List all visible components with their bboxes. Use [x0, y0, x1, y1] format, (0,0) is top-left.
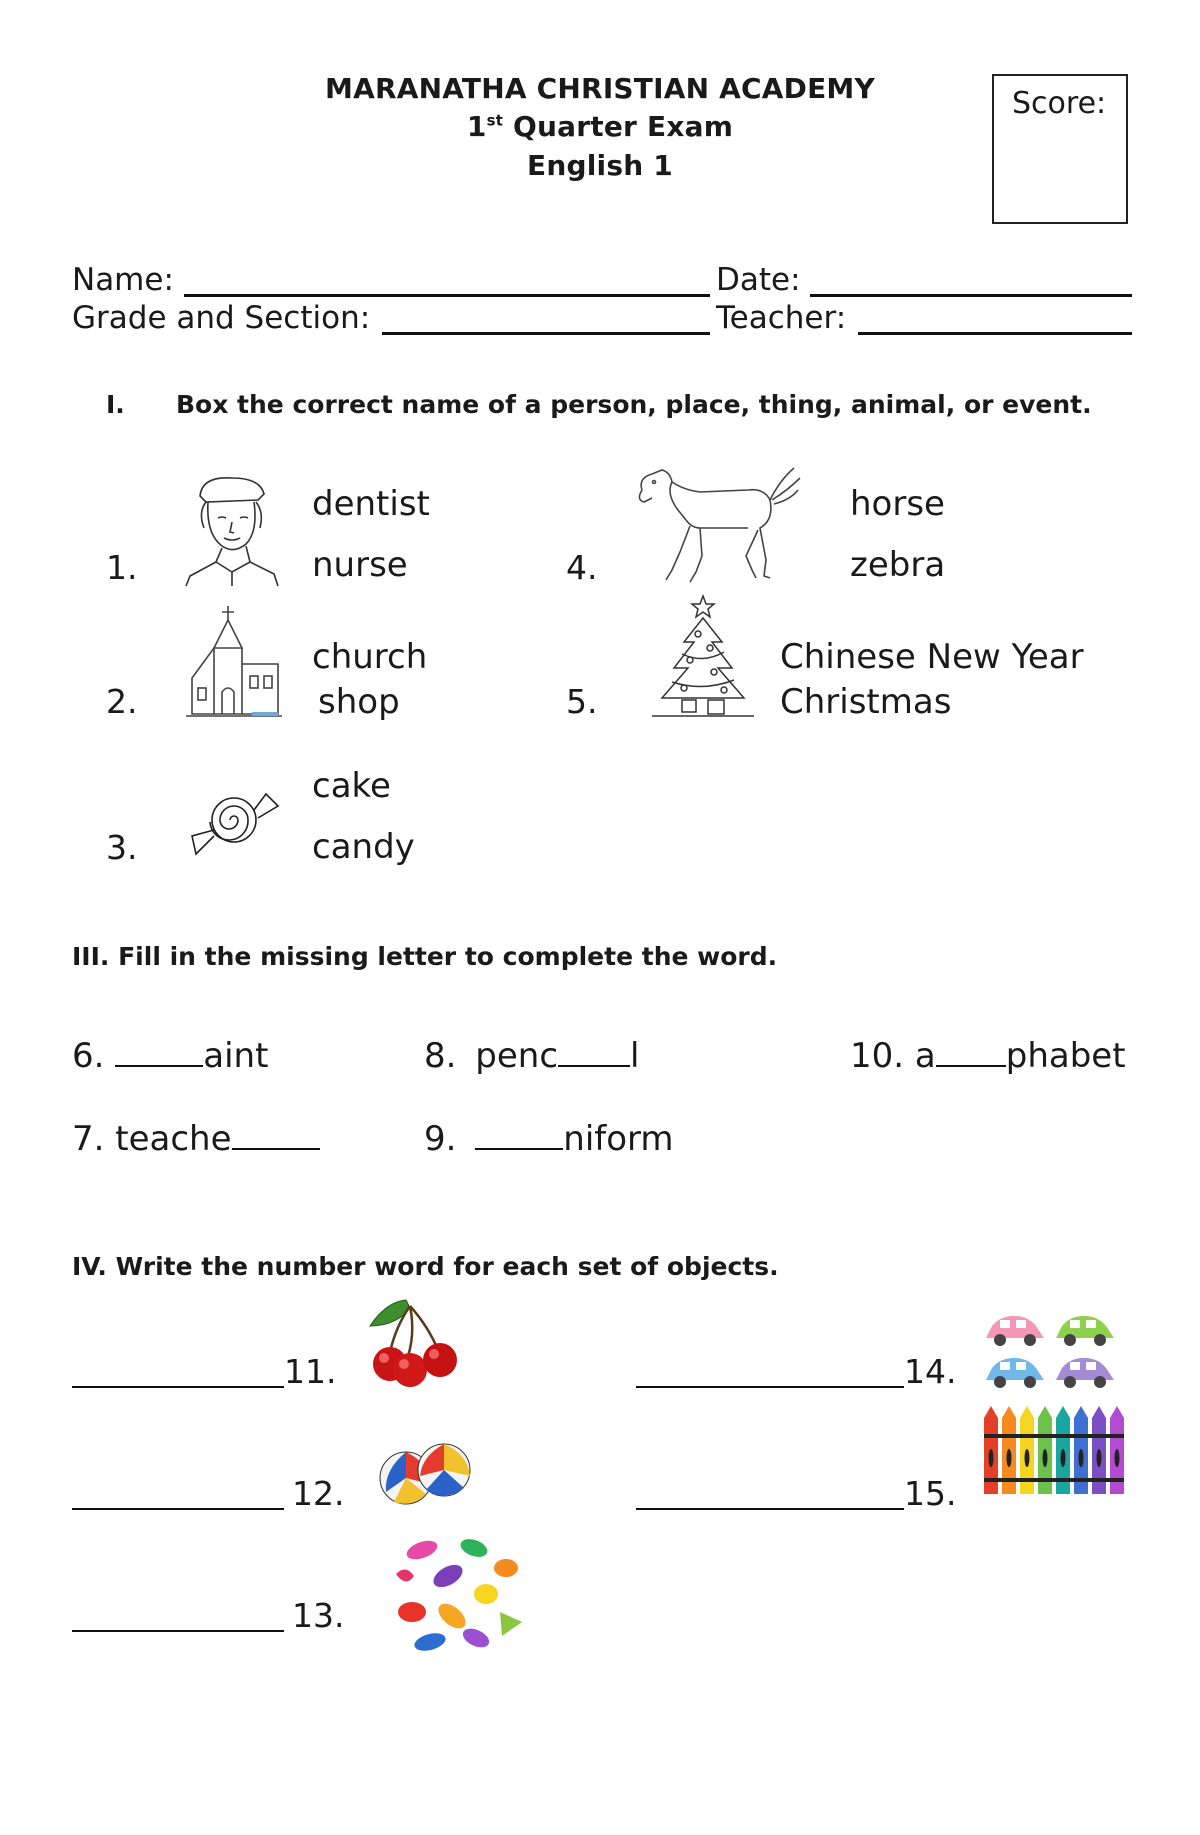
name-field[interactable] — [184, 294, 710, 297]
item-12-blank[interactable] — [72, 1508, 284, 1510]
item-9 — [424, 1119, 674, 1159]
score-box[interactable] — [992, 74, 1128, 224]
item-7-word-start: teache — [115, 1119, 232, 1159]
teacher-label: Teacher: — [716, 300, 847, 336]
item-11-blank[interactable] — [72, 1386, 284, 1388]
item-10-blank[interactable] — [936, 1065, 1006, 1067]
item-8 — [424, 1036, 639, 1076]
item-4-option-2[interactable]: zebra — [850, 545, 946, 585]
item-13-blank[interactable] — [72, 1630, 284, 1632]
item-4-number: 4. — [566, 548, 598, 587]
item-13-number: 13. — [292, 1596, 345, 1635]
score-label: Score: — [1012, 86, 1107, 121]
cars-icon — [982, 1308, 1118, 1390]
item-5-number: 5. — [566, 682, 598, 721]
item-4-option-1[interactable]: horse — [850, 484, 945, 524]
item-6-blank[interactable] — [115, 1065, 203, 1067]
item-6-number: 6. — [72, 1036, 105, 1076]
exam-title-number: 1 — [466, 110, 487, 143]
school-name: MARANATHA CHRISTIAN ACADEMY — [325, 72, 875, 105]
exam-title-text: Quarter Exam — [503, 110, 734, 143]
nurse-icon — [182, 472, 282, 588]
date-field[interactable] — [810, 294, 1132, 297]
item-14-blank[interactable] — [636, 1386, 904, 1388]
item-3-option-1[interactable]: cake — [312, 766, 391, 806]
cherries-icon — [366, 1296, 466, 1390]
item-14-number: 14. — [904, 1352, 957, 1391]
item-3-number: 3. — [106, 828, 138, 867]
subject-title: English 1 — [527, 149, 673, 182]
item-9-blank[interactable] — [475, 1148, 563, 1150]
item-7 — [72, 1119, 320, 1159]
candies-icon — [382, 1530, 532, 1660]
item-3-option-2[interactable]: candy — [312, 827, 415, 867]
candy-icon — [186, 780, 280, 862]
item-5-option-2[interactable]: Christmas — [780, 682, 952, 722]
date-label: Date: — [716, 262, 801, 298]
item-1-option-1[interactable]: dentist — [312, 484, 430, 524]
part4-instruction: IV. Write the number word for each set of objects. — [72, 1252, 779, 1281]
christmas-tree-icon — [648, 594, 758, 724]
item-10-word-start: a — [914, 1036, 936, 1076]
item-5-option-1[interactable]: Chinese New Year — [780, 637, 1084, 677]
grade-section-field[interactable] — [382, 332, 710, 335]
item-8-number: 8. — [424, 1036, 457, 1076]
item-1-option-2[interactable]: nurse — [312, 545, 408, 585]
item-10 — [850, 1036, 1126, 1076]
item-10-number: 10. — [850, 1036, 905, 1076]
item-8-blank[interactable] — [558, 1065, 630, 1067]
name-label: Name: — [72, 262, 174, 298]
item-8-word-end: l — [630, 1036, 640, 1076]
teacher-field[interactable] — [858, 332, 1132, 335]
item-12-number: 12. — [292, 1474, 345, 1513]
item-7-blank[interactable] — [232, 1148, 320, 1150]
grade-section-label: Grade and Section: — [72, 300, 371, 336]
item-15-blank[interactable] — [636, 1508, 904, 1510]
item-9-number: 9. — [424, 1119, 457, 1159]
item-10-word-end: phabet — [1005, 1036, 1126, 1076]
part1-numeral: I. — [106, 390, 125, 419]
item-11-number: 11. — [284, 1352, 337, 1391]
exam-title-superscript: st — [486, 111, 504, 130]
part3-instruction: III. Fill in the missing letter to complete the word. — [72, 942, 778, 971]
item-7-number: 7. — [72, 1119, 105, 1159]
crayons-icon — [982, 1404, 1132, 1496]
horse-icon — [630, 460, 802, 590]
item-1-number: 1. — [106, 548, 138, 587]
item-9-word-end: niform — [563, 1119, 674, 1159]
item-2-number: 2. — [106, 682, 138, 721]
item-2-option-2[interactable]: shop — [318, 682, 400, 722]
item-15-number: 15. — [904, 1474, 957, 1513]
beach-balls-icon — [378, 1440, 474, 1508]
item-8-word-start: penc — [475, 1036, 559, 1076]
part1-instruction: Box the correct name of a person, place, thing, animal, or event. — [176, 390, 1092, 419]
item-2-option-1[interactable]: church — [312, 637, 428, 677]
item-6 — [72, 1036, 268, 1076]
church-icon — [184, 604, 284, 720]
item-6-word-end: aint — [203, 1036, 269, 1076]
